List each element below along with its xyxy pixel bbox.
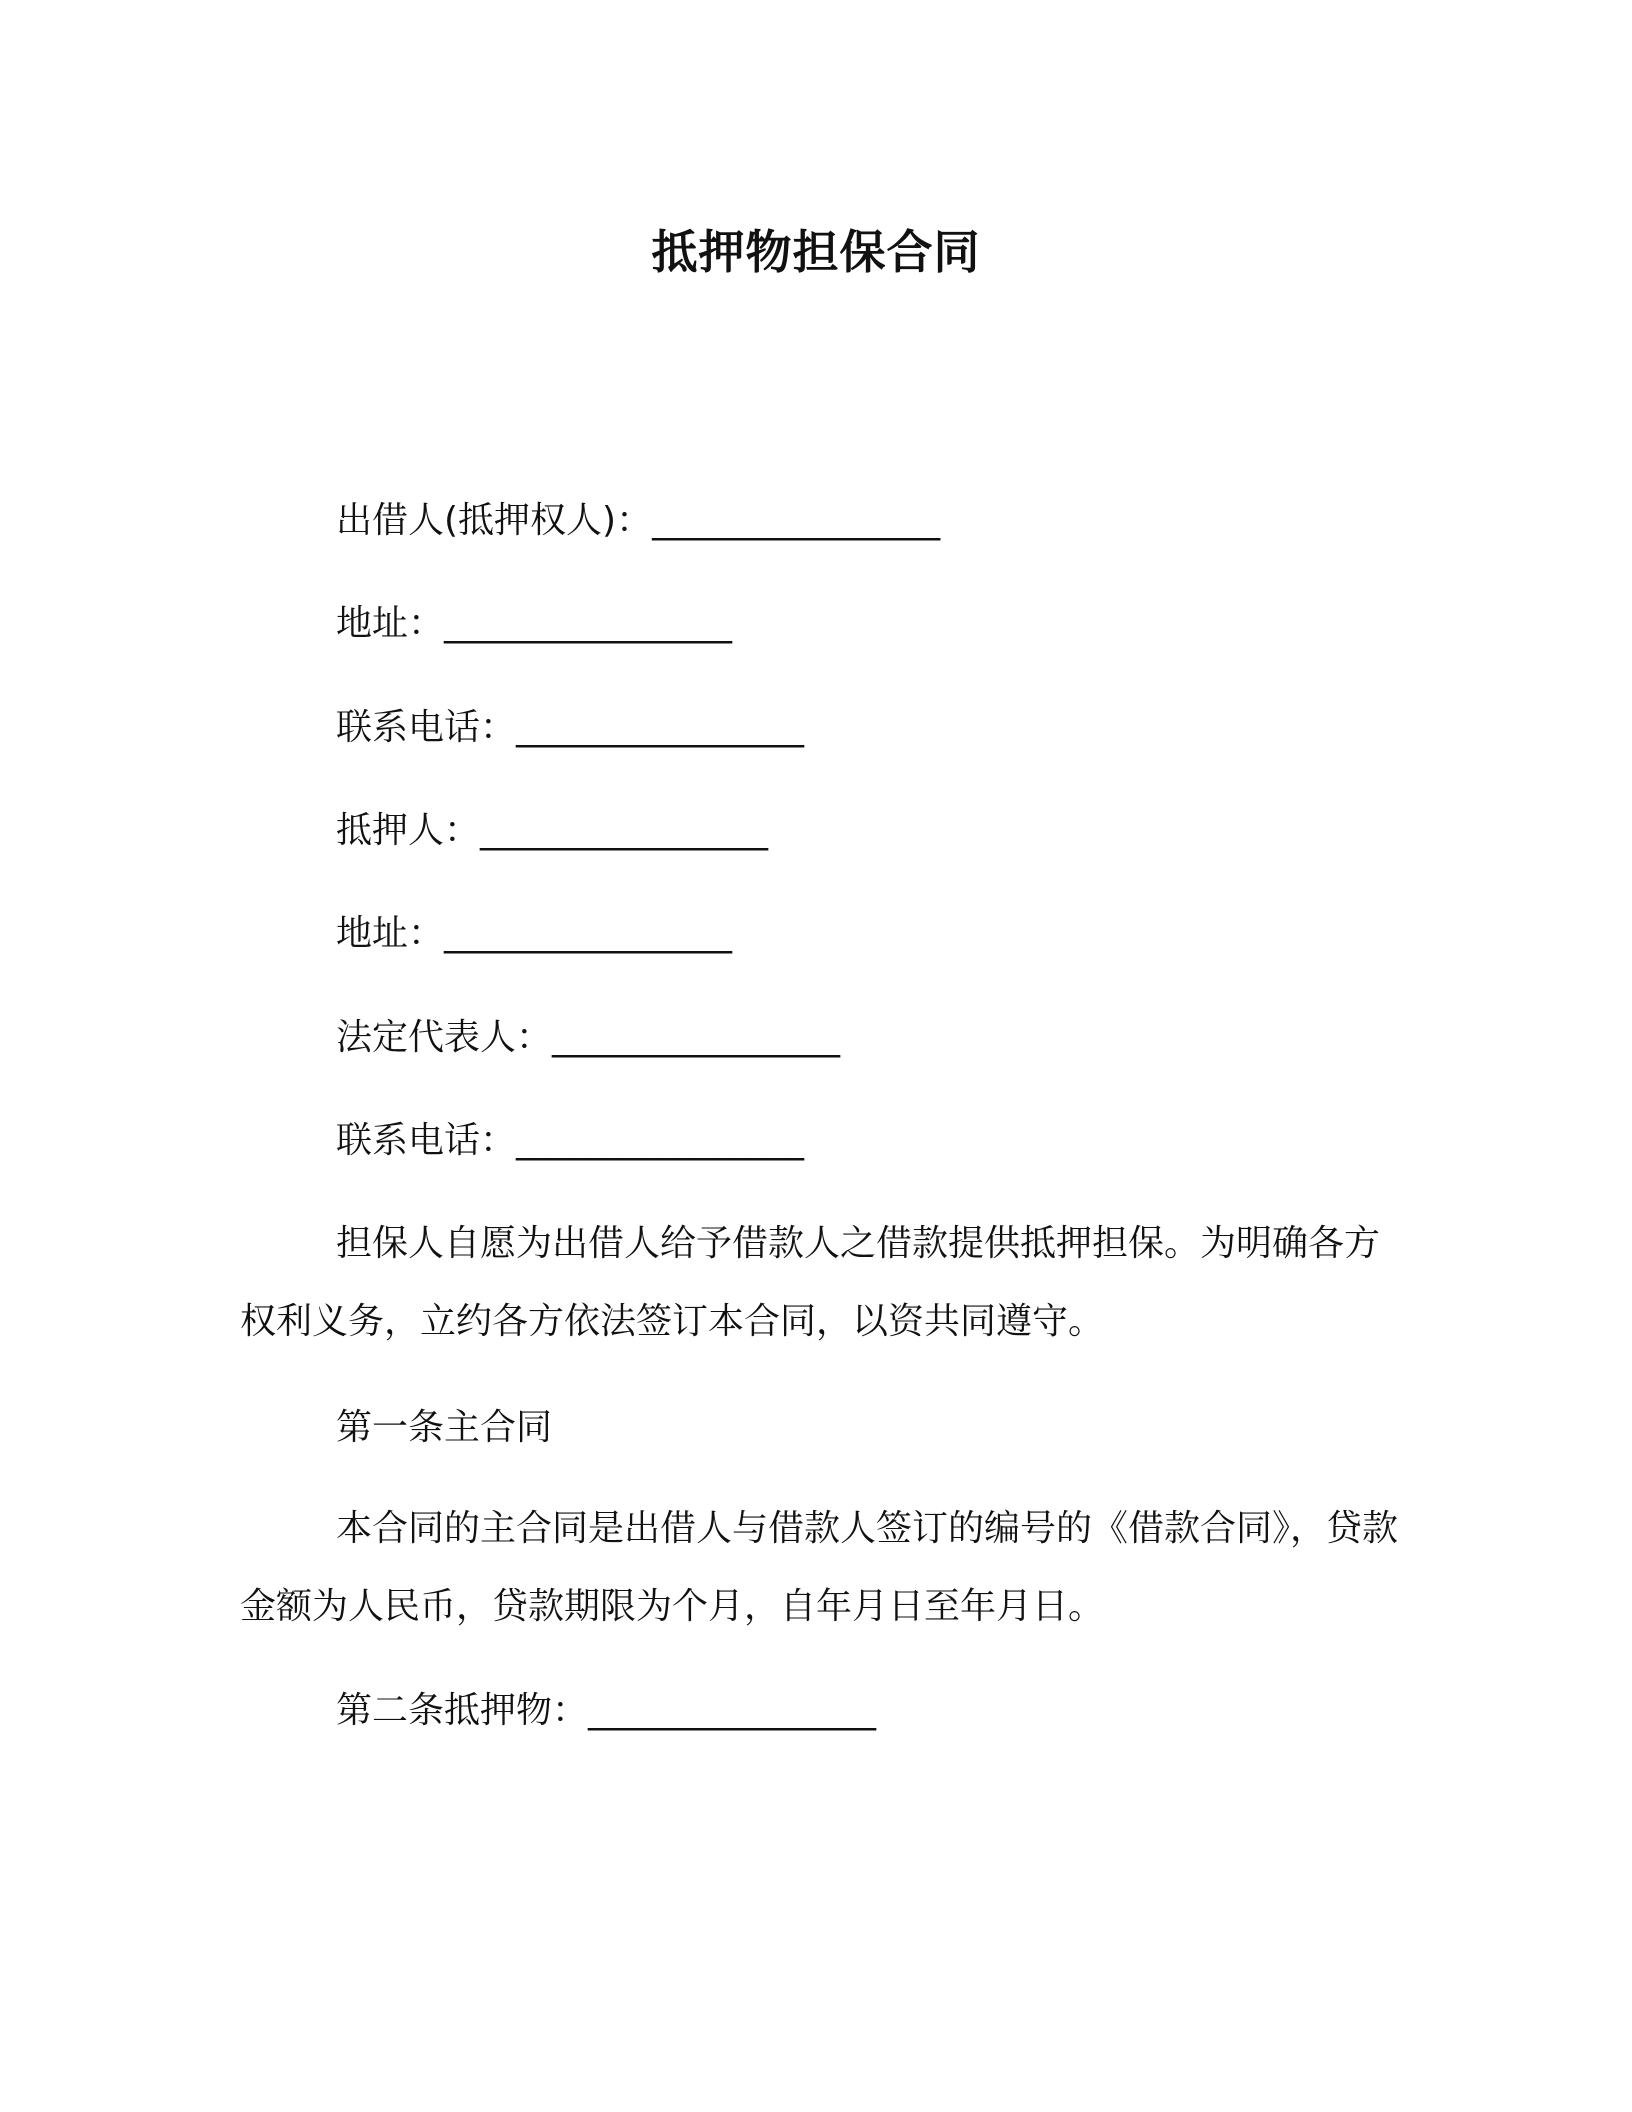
mortgagor-address-field: 地址：________________ (336, 913, 733, 954)
document-title: 抵押物担保合同 (651, 225, 981, 279)
mortgagor-phone-field: 联系电话：________________ (336, 1120, 805, 1161)
article-1-paragraph: 本合同的主合同是出借人与借款人签订的编号的《借款合同》，贷款金额为人民币，贷款期限为个月，自年月日至年月日。 (240, 1508, 1399, 1627)
intro-paragraph: 担保人自愿为出借人给予借款人之借款提供抵押担保。为明确各方权利义务，立约各方依法签订本合同，以资共同遵守。 (240, 1223, 1381, 1342)
article-2-field: 第二条抵押物：________________ (336, 1690, 877, 1731)
mortgagor-field: 抵押人：________________ (336, 810, 769, 851)
lender-field: 出借人(抵押权人)：________________ (336, 500, 941, 541)
article-1-heading: 第一条主合同 (336, 1407, 553, 1448)
legal-representative-field: 法定代表人：________________ (336, 1017, 841, 1058)
lender-phone-field: 联系电话：________________ (336, 707, 805, 748)
lender-address-field: 地址：________________ (336, 603, 733, 644)
